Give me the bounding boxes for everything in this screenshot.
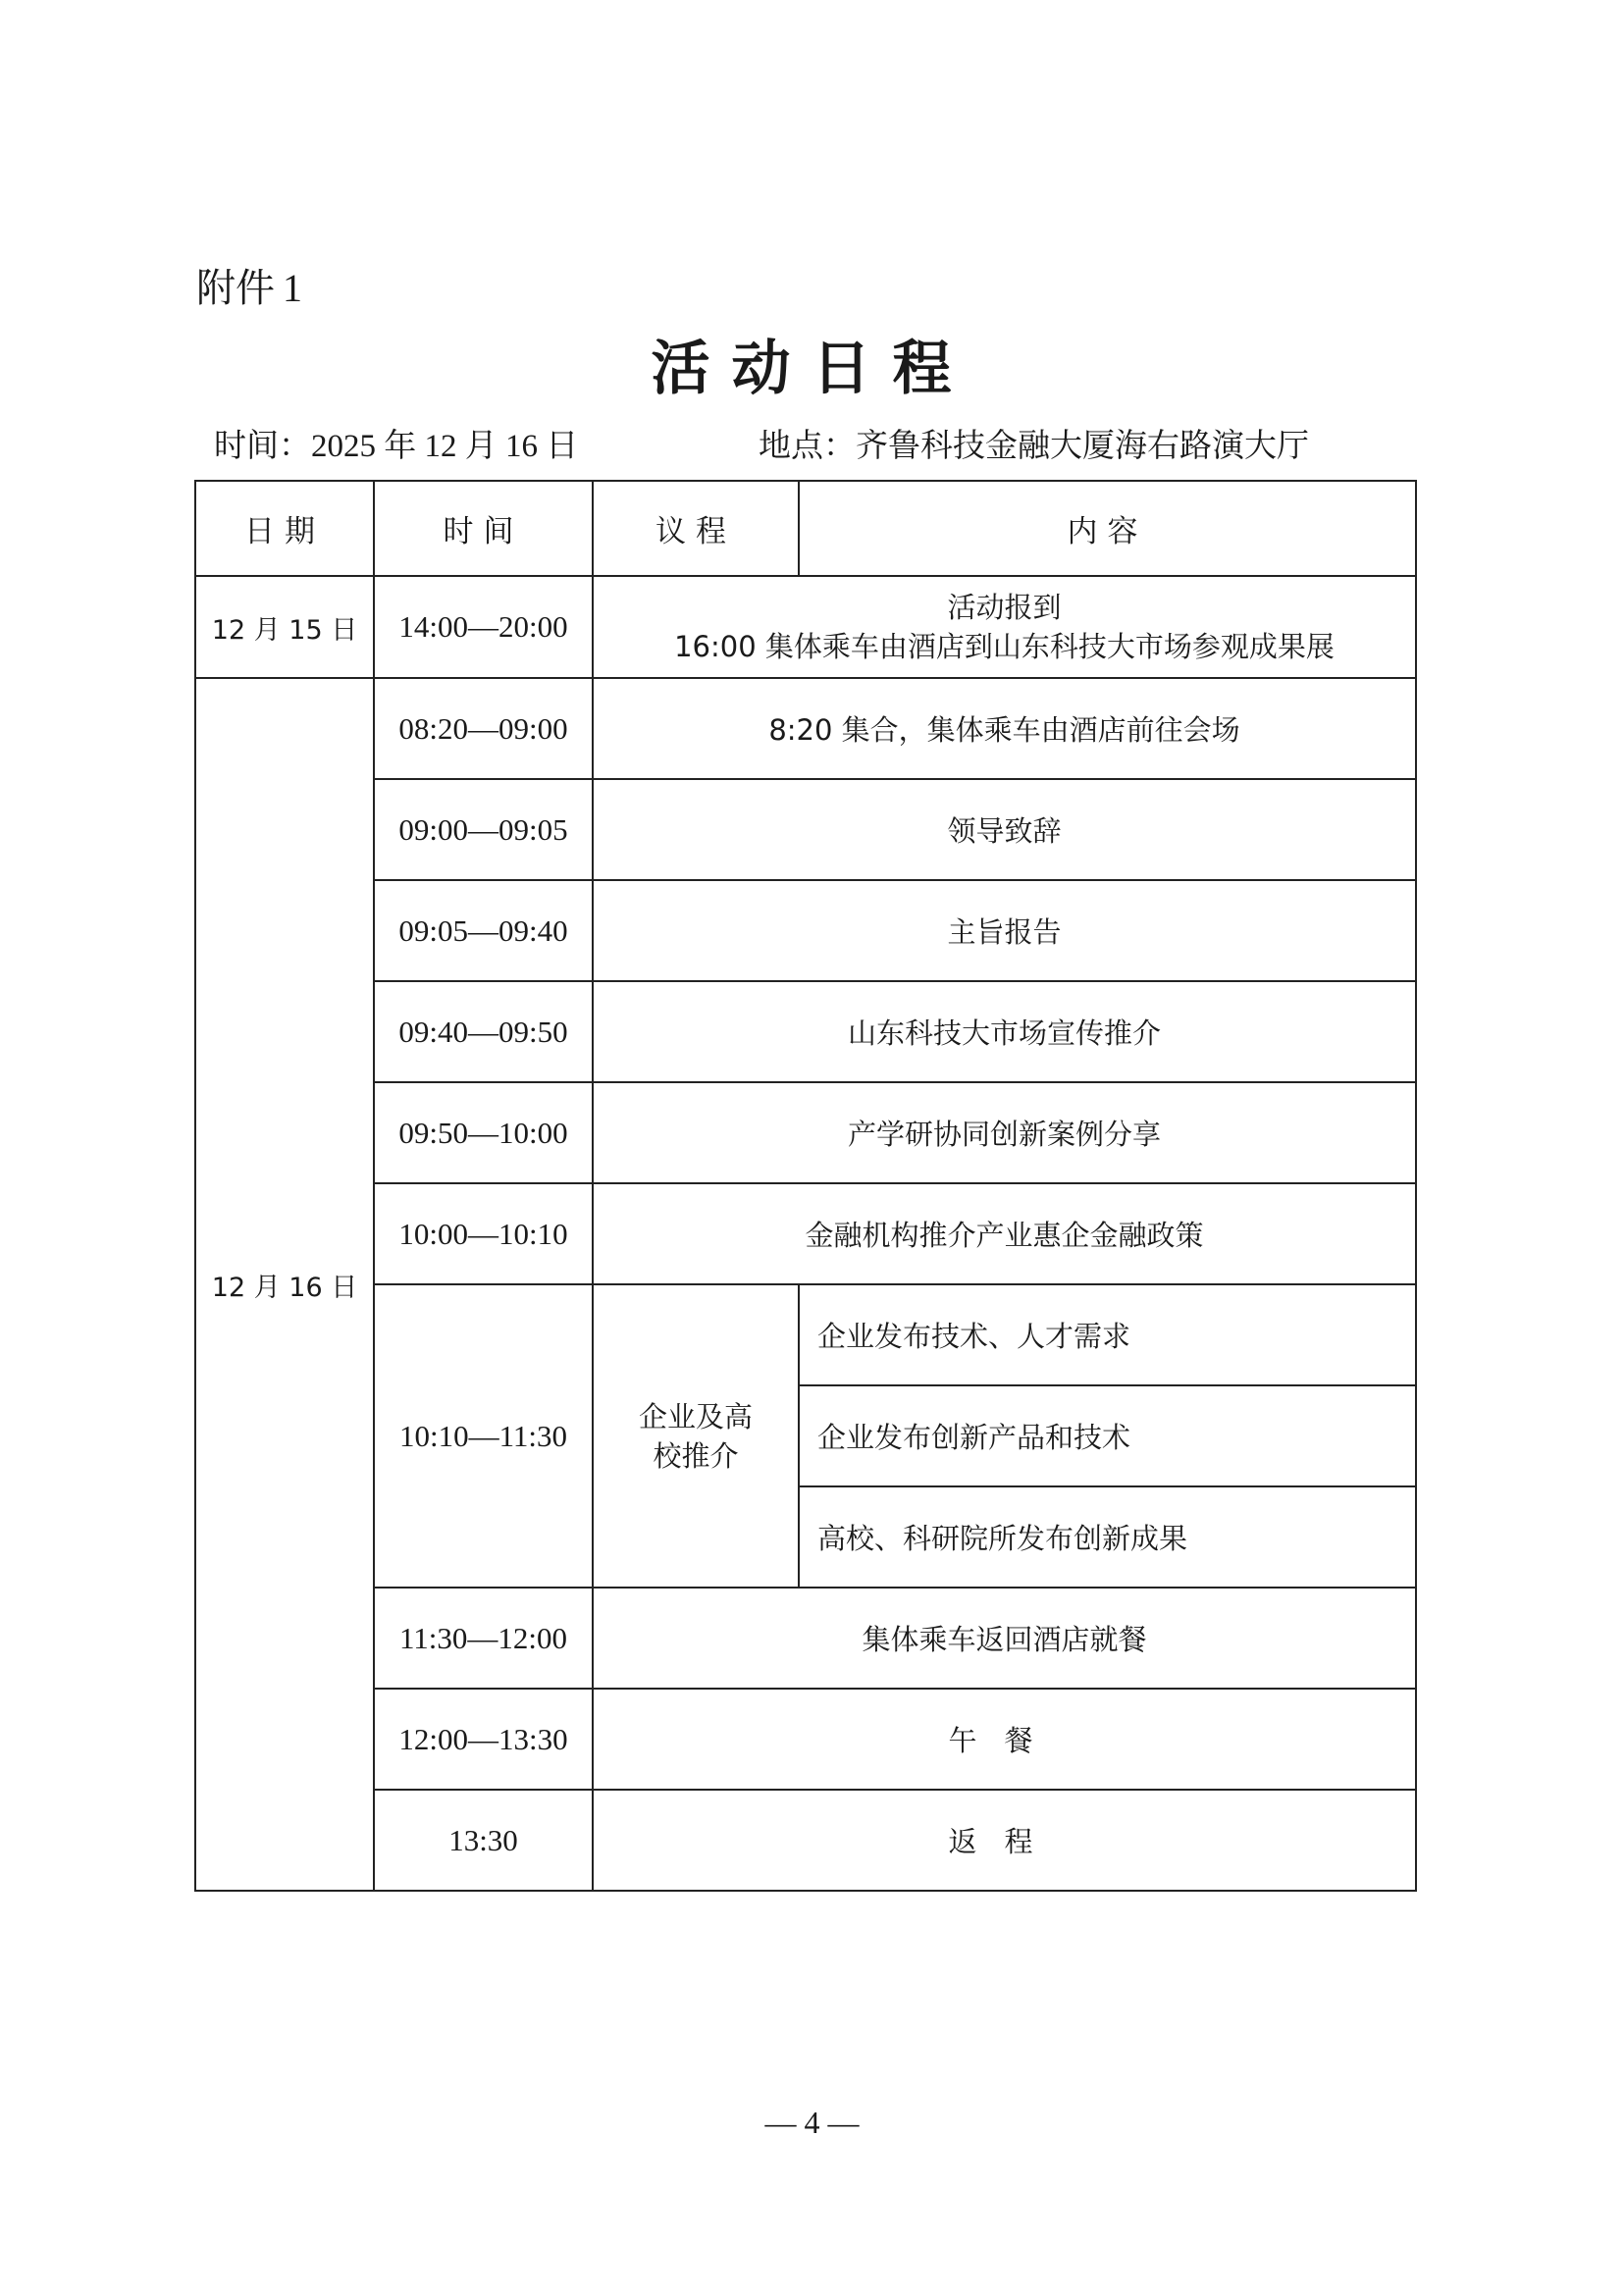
event-place [759, 420, 1309, 466]
table-row [195, 1790, 1416, 1891]
content-line: 16:00 集体乘车由酒店到山东科技大市场参观成果展 [674, 630, 1335, 663]
table-row [195, 678, 1416, 779]
content-cell: 企业发布技术、人才需求 [799, 1284, 1416, 1385]
content-cell: 领导致辞 [593, 779, 1416, 880]
time-cell: 14:00—20:00 [374, 576, 593, 678]
agenda-cell [593, 1284, 799, 1588]
content-line: 活动报到 [947, 591, 1062, 624]
event-time-value: 2025 年 12 月 16 日 [311, 429, 579, 464]
table-row [195, 1689, 1416, 1790]
table-row [195, 1082, 1416, 1183]
event-place-value: 齐鲁科技金融大厦海右路演大厅 [856, 426, 1309, 464]
content-cell: 金融机构推介产业惠企金融政策 [593, 1183, 1416, 1284]
time-cell: 09:05—09:40 [374, 880, 593, 981]
table-row [195, 880, 1416, 981]
content-cell: 山东科技大市场宣传推介 [593, 981, 1416, 1082]
content-cell: 企业发布创新产品和技术 [799, 1385, 1416, 1486]
content-cell: 高校、科研院所发布创新成果 [799, 1486, 1416, 1588]
header-agenda: 议程 [593, 481, 799, 576]
header-content: 内容 [799, 481, 1416, 576]
attachment-label-text: 附件 [196, 266, 275, 311]
content-cell: 集体乘车返回酒店就餐 [593, 1588, 1416, 1689]
table-row [195, 576, 1416, 678]
time-cell: 11:30—12:00 [374, 1588, 593, 1689]
schedule-table [194, 480, 1417, 1892]
time-cell: 13:30 [374, 1790, 593, 1891]
event-time [214, 420, 578, 466]
attachment-number: 1 [283, 266, 302, 310]
time-cell: 09:40—09:50 [374, 981, 593, 1082]
content-cell: 8:20 集合，集体乘车由酒店前往会场 [593, 678, 1416, 779]
content-cell: 返程 [593, 1790, 1416, 1891]
content-cell: 产学研协同创新案例分享 [593, 1082, 1416, 1183]
event-time-label: 时间： [214, 426, 311, 464]
attachment-label [196, 257, 302, 313]
time-cell: 09:50—10:00 [374, 1082, 593, 1183]
content-cell [593, 576, 1416, 678]
header-date: 日期 [195, 481, 374, 576]
page-number: — 4 — [764, 2105, 860, 2140]
time-cell: 09:00—09:05 [374, 779, 593, 880]
content-cell: 午餐 [593, 1689, 1416, 1790]
date-cell: 12 月 16 日 [195, 678, 374, 1891]
header-time: 时间 [374, 481, 593, 576]
date-cell: 12 月 15 日 [195, 576, 374, 678]
agenda-text: 企业及高校推介 [638, 1399, 753, 1473]
content-cell: 主旨报告 [593, 880, 1416, 981]
time-cell: 08:20—09:00 [374, 678, 593, 779]
time-cell: 10:00—10:10 [374, 1183, 593, 1284]
table-row [195, 981, 1416, 1082]
table-row [195, 1183, 1416, 1284]
table-row [195, 779, 1416, 880]
table-header-row [195, 481, 1416, 576]
event-place-label: 地点： [759, 426, 856, 464]
page-title: 活动日程 [651, 335, 973, 403]
time-cell: 10:10—11:30 [374, 1284, 593, 1588]
time-cell: 12:00—13:30 [374, 1689, 593, 1790]
table-row [195, 1588, 1416, 1689]
table-row [195, 1284, 1416, 1385]
